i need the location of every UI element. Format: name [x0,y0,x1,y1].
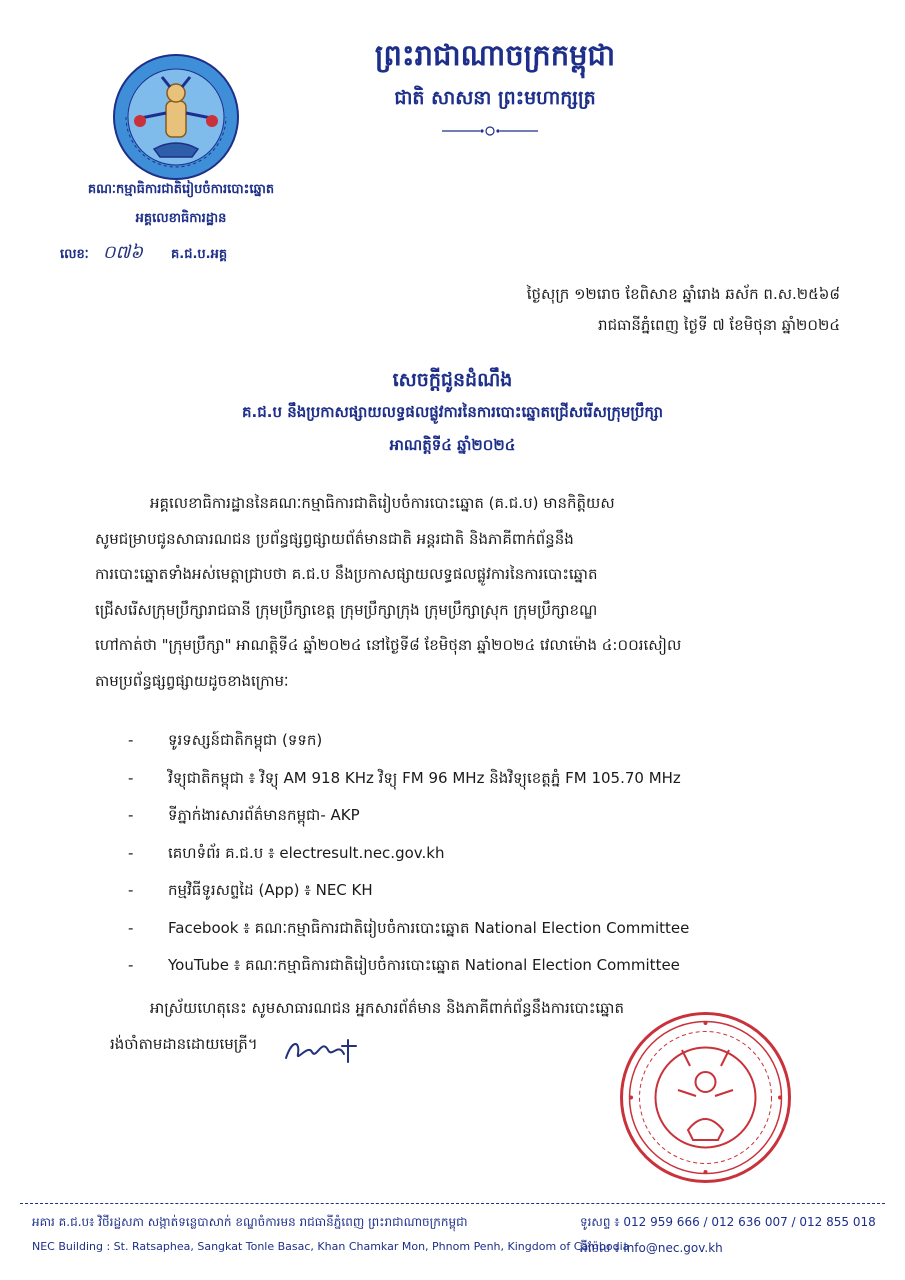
body-line: ការបោះឆ្នោតទាំងអស់មេត្តាជ្រាបថា គ.ជ.ប នឹងប្រកាសផ្សាយលទ្ធផលផ្លូវការនៃការបោះឆ្នោត [95,565,598,583]
reference-number: ០៧៦ [102,242,143,263]
document-subtitle-term: អាណត្តិទី៤ ឆ្នាំ២០២៤ [389,436,516,454]
org-department: អគ្គលេខាធិការដ្ឋាន [135,211,227,226]
body-line: ជ្រើសរើសក្រុមប្រឹក្សារាជធានី ក្រុមប្រឹក្សាខេត្ត ក្រុមប្រឹក្សាក្រុង ក្រុមប្រឹក្សាស្រុក ក្រុមប្រឹក្សាខណ្ឌ [95,600,598,619]
footer-address-en: NEC Building : St. Ratsaphea, Sangkat Tonle Basac, Khan Chamkar Mon, Phnom Penh, Kingdom of Cambodia [32,1240,630,1253]
reference-code: គ.ជ.ប.អគ្គ [171,247,228,262]
list-item [128,947,848,985]
document-subtitle: គ.ជ.ប នឹងប្រកាសផ្សាយលទ្ធផលផ្លូវការនៃការបោះឆ្នោតជ្រើសរើសក្រុមប្រឹក្សា [242,403,663,421]
org-name: គណៈកម្មាធិការជាតិរៀបចំការបោះឆ្នោត [87,182,275,197]
channel-text: វិទ្យុជាតិកម្ពុជា ៖ វិទ្យុ AM 918 KHz វិទ្យុ FM 96 MHz និងវិទ្យុខេត្តភ្នំ FM 105.70 MHz [168,768,681,787]
body-line: សូមជម្រាបជូនសាធារណជន ប្រព័ន្ធផ្សព្វផ្សាយព័ត៌មានជាតិ អន្តរជាតិ និងភាគីពាក់ព័ន្ធនឹង [95,529,574,548]
reference-label: លេខៈ [60,247,89,262]
reference-line [60,240,340,267]
list-item [128,872,848,910]
bullet-dash: - [128,843,134,862]
document-title: សេចក្តីជូនដំណឹង [392,369,513,391]
channel-text: គេហទំព័រ គ.ជ.ប ៖ electresult.nec.gov.kh [168,843,445,862]
signature-initials-icon [282,1032,362,1066]
list-item [128,910,848,948]
list-item [128,835,848,873]
channel-text: កម្មវិធីទូរសព្ទដៃ (App) ៖ NEC KH [168,881,373,899]
list-item [128,722,848,760]
body-line: អគ្គលេខាធិការដ្ឋាននៃគណៈកម្មាធិការជាតិរៀបចំការបោះឆ្នោត (គ.ជ.ប) មានកិត្តិយស [150,494,615,512]
channel-text: YouTube ៖ គណៈកម្មាធិការជាតិរៀបចំការបោះឆ្នោត National Election Committee [168,956,680,974]
list-item [128,760,848,798]
footer-phone: ទូរសព្ទ ៖ 012 959 666 / 012 636 007 / 012 855 018 [580,1215,876,1229]
bullet-dash: - [128,806,134,824]
lunar-date: ថ្ងៃសុក្រ ១២រោច ខែពិសាខ ឆ្នាំរោង ឆស័ក ព.ស.២៥៦៨ [526,285,840,303]
body-line: តាមប្រព័ន្ធផ្សព្វផ្សាយដូចខាងក្រោមៈ [95,671,289,690]
official-seal-icon [618,1010,793,1185]
bullet-dash: - [128,918,134,937]
solar-date: រាជធានីភ្នំពេញ ថ្ងៃទី ៧ ខែមិថុនា ឆ្នាំ២០២៤ [598,316,840,334]
channel-text: Facebook ៖ គណៈកម្មាធិការជាតិរៀបចំការបោះឆ្នោត National Election Committee [168,918,690,937]
body-paragraph [95,486,835,699]
closing-line: រង់ចាំតាមដានដោយមេត្រី។ [110,1035,258,1053]
channel-text: ទីភ្នាក់ងារសារព័ត៌មានកម្ពុជា- AKP [168,806,360,824]
footer-address-km: អគារ គ.ជ.ប៖ វិថីរដ្ឋសភា សង្កាត់ទន្លេបាសាក់ ខណ្ឌចំការមន រាជធានីភ្នំពេញ ព្រះរាជាណាចក្រកម្ពុជា [32,1215,468,1229]
bullet-dash: - [128,881,134,899]
list-item [128,797,848,835]
kingdom-title: ព្រះរាជាណាចក្រកម្ពុជា [374,38,616,72]
bullet-dash: - [128,731,134,749]
footer-divider [20,1203,885,1204]
channel-text: ទូរទស្សន៍ជាតិកម្ពុជា (ទទក) [168,731,323,749]
bullet-dash: - [128,768,134,787]
footer-email: អ៊ីម៉ែល ៖ info@nec.gov.kh [580,1241,723,1255]
kingdom-motto: ជាតិ សាសនា ព្រះមហាក្សត្រ [394,87,596,109]
channel-list [128,722,848,985]
ornament-divider-icon [440,124,540,138]
bullet-dash: - [128,956,134,974]
closing-line: អាស្រ័យហេតុនេះ សូមសាធារណជន អ្នកសារព័ត៌មាន និងភាគីពាក់ព័ន្ធនឹងការបោះឆ្នោត [150,999,624,1017]
body-line: ហៅកាត់ថា "ក្រុមប្រឹក្សា" អាណត្តិទី៤ ឆ្នាំ២០២៤ នៅថ្ងៃទី៨ ខែមិថុនា ឆ្នាំ២០២៤ វេលាម៉ោង ៤:០០រសៀល [95,636,682,654]
nec-emblem-icon [112,53,240,181]
